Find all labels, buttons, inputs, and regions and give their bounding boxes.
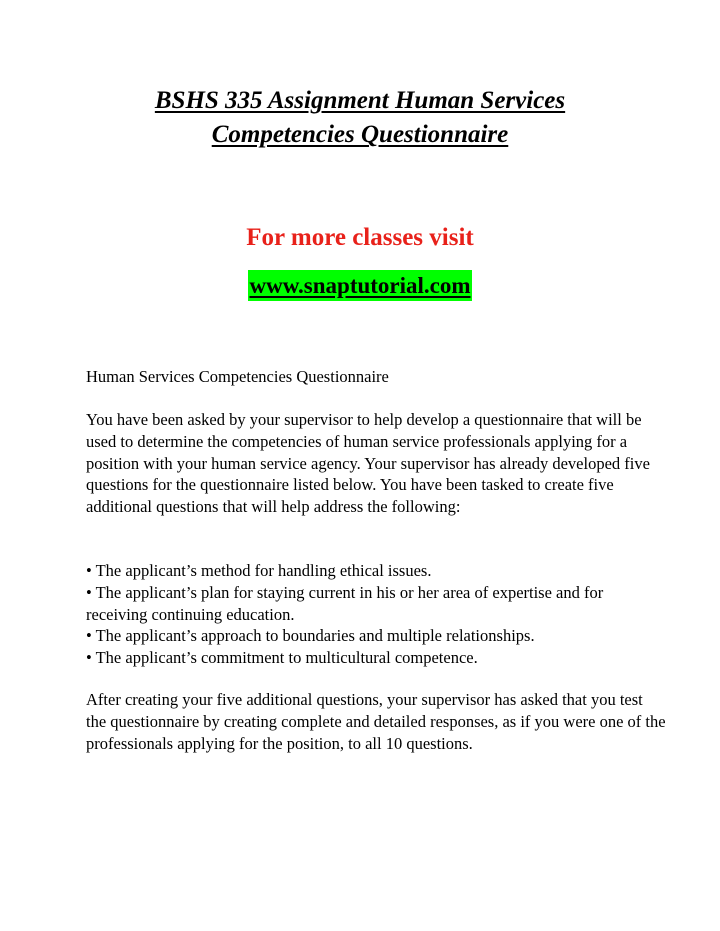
closing-paragraph: After creating your five additional questions, your supervisor has asked that you test the questionnaire by creating complete and detailed responses, as if you were one of the professionals applying for the position, to all 10 questions. — [86, 690, 666, 753]
bullet-item-continuing-education: • The applicant’s plan for staying current in his or her area of expertise and for receiving continuing education. — [86, 582, 604, 624]
promo-url-link[interactable]: www.snaptutorial.com — [248, 270, 471, 301]
document-title — [0, 84, 720, 152]
promo-url-container — [0, 270, 720, 301]
title-line-2: Competencies Questionnaire — [211, 121, 509, 148]
promo-text: For more classes visit — [246, 224, 474, 251]
bullet-item-ethics: • The applicant’s method for handling ethical issues. — [86, 561, 432, 580]
title-line-1: BSHS 335 Assignment Human Services — [154, 87, 566, 114]
bullet-item-multicultural: • The applicant’s commitment to multicultural competence. — [86, 648, 478, 668]
section-subheading: Human Services Competencies Questionnaire — [86, 367, 389, 386]
bullet-item-boundaries: • The applicant’s approach to boundaries and multiple relationships. — [86, 626, 535, 646]
bullet-list — [86, 560, 666, 669]
intro-paragraph: You have been asked by your supervisor to help develop a questionnaire that will be used to determine the competencies of human service professionals applying for a position with your human service agency. Your supervisor has already developed five questions for the questionnaire listed below. You have been tasked to create five additional questions that will help address the following: — [86, 410, 650, 517]
